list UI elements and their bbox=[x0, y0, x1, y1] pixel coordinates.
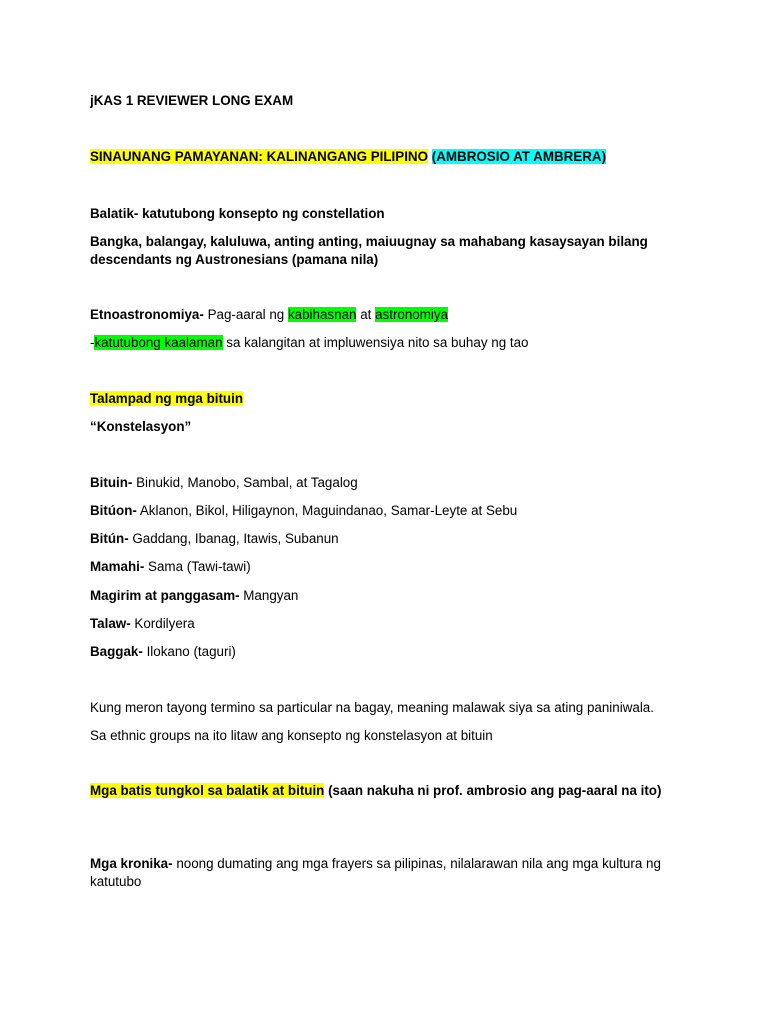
section-heading-authors: (AMBROSIO AT AMBRERA) bbox=[431, 149, 607, 164]
term-item bbox=[90, 502, 690, 520]
batis-rest: (saan nakuha ni prof. ambrosio ang pag-aaral na ito) bbox=[324, 783, 662, 798]
etno-term: Etnoastronomiya- bbox=[90, 307, 204, 322]
term-item bbox=[90, 474, 690, 492]
term-label: Bituin- bbox=[90, 475, 133, 490]
katutubo-dash: - bbox=[90, 335, 95, 350]
term-desc: Aklanon, Bikol, Hiligaynon, Maguindanao, Samar-Leyte at Sebu bbox=[136, 503, 518, 518]
etno-text2: at bbox=[356, 307, 376, 322]
etno-hl-kabihasnan: kabihasnan bbox=[287, 307, 357, 322]
kronika-term: Mga kronika- bbox=[90, 856, 173, 871]
bangka-paragraph: Bangka, balangay, kaluluwa, anting anting, maiuugnay sa mahabang kasaysayan bilang descendants ng Austronesians (pamana nila) bbox=[90, 234, 648, 267]
section-heading-text: SINAUNANG PAMAYANAN: KALINANGANG PILIPINO bbox=[90, 149, 429, 164]
batis-heading bbox=[90, 782, 670, 800]
term-desc: Binukid, Manobo, Sambal, at Tagalog bbox=[132, 475, 358, 490]
batis-hl: Mga batis tungkol sa balatik at bituin bbox=[90, 783, 325, 798]
term-item bbox=[90, 615, 690, 633]
term-item bbox=[90, 530, 690, 548]
term-item bbox=[90, 643, 690, 661]
katutubong-kaalaman-line bbox=[90, 334, 690, 352]
term-label: Bitún- bbox=[90, 531, 129, 546]
kronika-paragraph bbox=[90, 855, 670, 891]
term-label: Baggak- bbox=[90, 644, 143, 659]
katutubo-text: sa kalangitan at impluwensiya nito sa buhay ng tao bbox=[222, 335, 529, 350]
document-title: jKAS 1 REVIEWER LONG EXAM bbox=[90, 93, 294, 108]
kronika-text: noong dumating ang mga frayers sa pilipinas, nilalarawan nila ang mga kultura ng katutubo bbox=[90, 856, 661, 889]
term-label: Magirim at panggasam- bbox=[90, 588, 240, 603]
term-label: Bitúon- bbox=[90, 503, 137, 518]
term-desc: Sama (Tawi-tawi) bbox=[144, 559, 251, 574]
paragraph-termino: Kung meron tayong termino sa particular na bagay, meaning malawak siya sa ating paniniwala. bbox=[90, 700, 654, 715]
term-label: Mamahi- bbox=[90, 559, 145, 574]
talampad-text: Talampad ng mga bituin bbox=[90, 391, 244, 406]
etnoastronomiya-line bbox=[90, 306, 690, 324]
balatik-line: Balatik- katutubong konsepto ng constellation bbox=[90, 206, 385, 221]
katutubo-hl: katutubong kaalaman bbox=[94, 335, 223, 350]
etno-hl-astronomiya: astronomiya bbox=[375, 307, 449, 322]
term-desc: Ilokano (taguri) bbox=[142, 644, 236, 659]
term-desc: Kordilyera bbox=[130, 616, 195, 631]
etno-text1: Pag-aaral ng bbox=[203, 307, 288, 322]
term-item bbox=[90, 558, 690, 576]
term-label: Talaw- bbox=[90, 616, 131, 631]
talampad-heading bbox=[90, 390, 690, 408]
paragraph-ethnic-groups: Sa ethnic groups na ito litaw ang konsepto ng konstelasyon at bituin bbox=[90, 728, 493, 743]
section-heading bbox=[90, 148, 690, 166]
term-desc: Gaddang, Ibanag, Itawis, Subanun bbox=[128, 531, 339, 546]
konstelasyon-line: “Konstelasyon” bbox=[90, 419, 192, 434]
term-desc: Mangyan bbox=[239, 588, 299, 603]
term-item bbox=[90, 587, 690, 605]
